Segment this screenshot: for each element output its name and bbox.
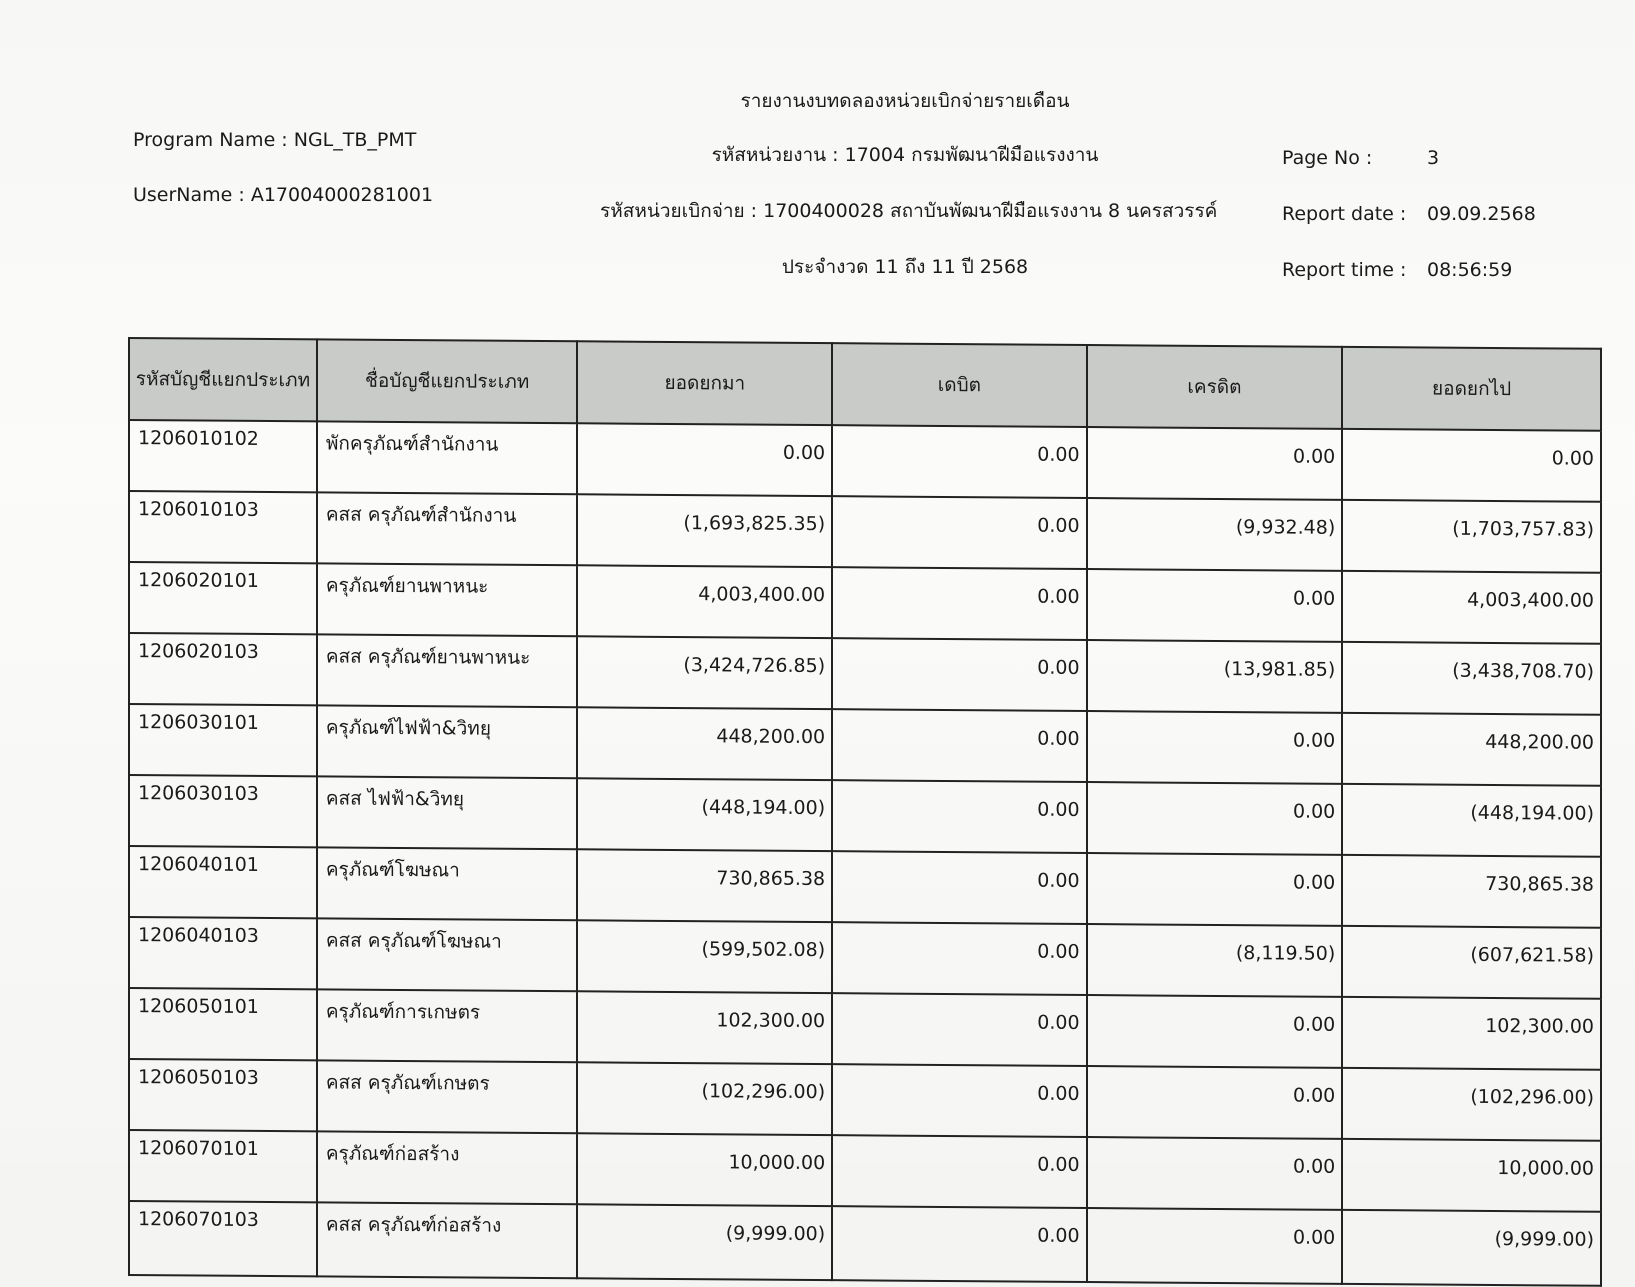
account-name: คสส ครุภัณฑ์สำนักงาน [317,492,578,565]
report-time-label: Report time : [1282,259,1407,281]
brought-forward: (102,296.00) [577,1062,832,1135]
page-no-value: 3 [1427,147,1440,169]
carried-forward: (607,621.58) [1342,926,1601,999]
credit: (9,932.48) [1087,498,1343,571]
brought-forward: 730,865.38 [577,849,832,922]
carried-forward: 0.00 [1342,429,1601,502]
col-header-account-code: รหัสบัญชีแยกประเภท [129,338,317,421]
brought-forward: (3,424,726.85) [577,636,832,709]
brought-forward: (599,502.08) [577,920,832,993]
table-row [129,633,1601,715]
brought-forward: 0.00 [577,423,832,496]
account-code: 1206030101 [129,704,317,776]
debit: 0.00 [832,851,1086,924]
carried-forward: (102,296.00) [1342,1068,1601,1141]
credit: 0.00 [1087,853,1343,926]
user-name: UserName : A17004000281001 [133,184,434,206]
credit: 0.00 [1087,782,1343,855]
table-row [129,988,1601,1070]
account-name: ครุภัณฑ์ก่อสร้าง [317,1131,578,1204]
table-row [129,775,1601,857]
table-row [129,704,1601,786]
credit: 0.00 [1087,711,1343,784]
debit: 0.00 [832,993,1086,1066]
carried-forward: 730,865.38 [1342,855,1601,928]
brought-forward: (1,693,825.35) [577,494,832,567]
report-date-value: 09.09.2568 [1427,203,1536,225]
page-no-label: Page No : [1282,147,1373,169]
carried-forward: (448,194.00) [1342,784,1601,857]
brought-forward: 448,200.00 [577,707,832,780]
debit: 0.00 [832,1206,1086,1282]
table-header-row [129,338,1601,431]
debit: 0.00 [832,780,1086,853]
brought-forward: 10,000.00 [577,1133,832,1206]
report-time-value: 08:56:59 [1427,259,1513,281]
program-name: Program Name : NGL_TB_PMT [133,129,417,151]
carried-forward: 448,200.00 [1342,713,1601,786]
account-code: 1206050101 [129,988,317,1060]
account-name: ครุภัณฑ์โฆษณา [317,847,578,920]
table-row [129,491,1601,573]
debit: 0.00 [832,1064,1086,1137]
account-code: 1206050103 [129,1059,317,1131]
account-name: พักครุภัณฑ์สำนักงาน [317,421,578,494]
debit: 0.00 [832,1135,1086,1208]
account-name: คสส ครุภัณฑ์ก่อสร้าง [317,1202,578,1278]
table-row [129,1201,1601,1286]
brought-forward: 102,300.00 [577,991,832,1064]
account-code: 1206020103 [129,633,317,705]
col-header-account-name: ชื่อบัญชีแยกประเภท [317,339,578,423]
account-name: ครุภัณฑ์ไฟฟ้า&วิทยุ [317,705,578,778]
table-row [129,562,1601,644]
agency-line: รหัสหน่วยงาน : 17004 กรมพัฒนาฝีมือแรงงาน [711,144,1099,166]
col-header-debit: เดบิต [832,343,1086,427]
debit: 0.00 [832,496,1086,569]
disbursing-unit-line: รหัสหน่วยเบิกจ่าย : 1700400028 สถาบันพัฒนาฝีมือแรงงาน 8 นครสวรรค์ [600,200,1218,222]
report-date-label: Report date : [1282,203,1407,225]
credit: 0.00 [1087,1137,1343,1210]
brought-forward: (448,194.00) [577,778,832,851]
carried-forward: 10,000.00 [1342,1139,1601,1212]
credit: 0.00 [1087,1066,1343,1139]
account-name: คสส ครุภัณฑ์ยานพาหนะ [317,634,578,707]
debit: 0.00 [832,638,1086,711]
account-code: 1206010103 [129,491,317,563]
carried-forward: 102,300.00 [1342,997,1601,1070]
table-row [129,420,1601,502]
brought-forward: 4,003,400.00 [577,565,832,638]
debit: 0.00 [832,567,1086,640]
account-name: คสส ครุภัณฑ์โฆษณา [317,918,578,991]
carried-forward: 4,003,400.00 [1342,571,1601,644]
account-name: ครุภัณฑ์ยานพาหนะ [317,563,578,636]
account-code: 1206070101 [129,1130,317,1202]
account-code: 1206010102 [129,420,317,492]
account-code: 1206070103 [129,1201,317,1276]
table-row [129,917,1601,999]
debit: 0.00 [832,709,1086,782]
account-code: 1206020101 [129,562,317,634]
carried-forward: (9,999.00) [1342,1210,1601,1286]
carried-forward: (3,438,708.70) [1342,642,1601,715]
credit: 0.00 [1087,995,1343,1068]
credit: (8,119.50) [1087,924,1343,997]
col-header-carried-forward: ยอดยกไป [1342,347,1601,431]
carried-forward: (1,703,757.83) [1342,500,1601,573]
col-header-brought-forward: ยอดยกมา [577,341,832,425]
trial-balance-table [128,337,1602,1287]
brought-forward: (9,999.00) [577,1204,832,1280]
account-code: 1206030103 [129,775,317,847]
account-name: คสส ไฟฟ้า&วิทยุ [317,776,578,849]
table-row [129,1130,1601,1212]
credit: 0.00 [1087,569,1343,642]
credit: 0.00 [1087,427,1343,500]
account-code: 1206040101 [129,846,317,918]
report-title: รายงานงบทดลองหน่วยเบิกจ่ายรายเดือน [740,90,1070,112]
account-name: คสส ครุภัณฑ์เกษตร [317,1060,578,1133]
debit: 0.00 [832,922,1086,995]
table-row [129,1059,1601,1141]
table-row [129,846,1601,928]
period-line: ประจำงวด 11 ถึง 11 ปี 2568 [781,256,1029,278]
account-name: ครุภัณฑ์การเกษตร [317,989,578,1062]
col-header-credit: เครดิต [1087,345,1343,429]
account-code: 1206040103 [129,917,317,989]
credit: 0.00 [1087,1208,1343,1284]
credit: (13,981.85) [1087,640,1343,713]
debit: 0.00 [832,425,1086,498]
